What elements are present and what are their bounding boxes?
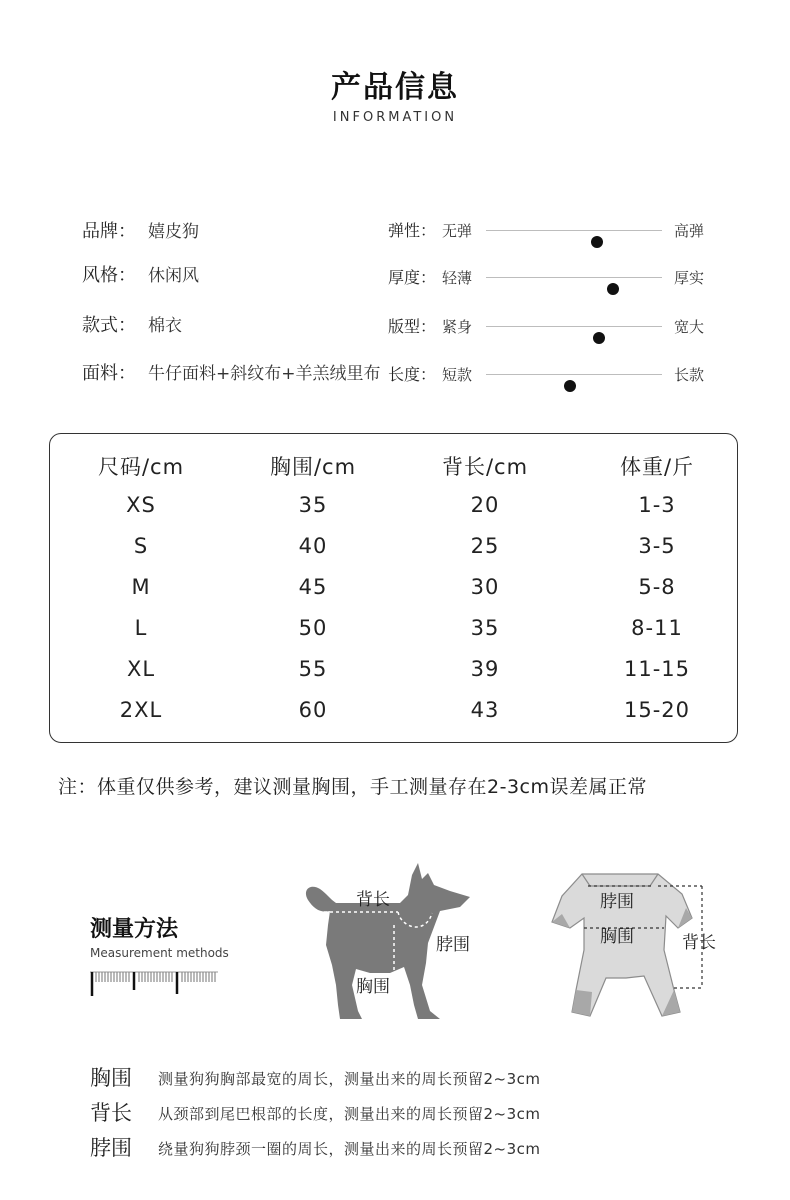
size-cell: S bbox=[133, 534, 149, 558]
garment-chest-label: 胸围 bbox=[600, 927, 634, 947]
slider-label: 弹性： bbox=[388, 221, 437, 240]
ruler-icon bbox=[90, 968, 218, 996]
info-key: 品牌： bbox=[82, 221, 136, 242]
measurement-title: 测量方法 bbox=[90, 917, 179, 942]
slider-indicator bbox=[593, 332, 605, 344]
size-cell: 35 bbox=[470, 616, 500, 640]
size-cell: 55 bbox=[298, 657, 328, 681]
size-cell: 40 bbox=[298, 534, 328, 558]
slider-track bbox=[486, 374, 662, 375]
size-cell: XL bbox=[126, 657, 156, 681]
slider-low-label: 轻薄 bbox=[442, 269, 473, 287]
info-value: 休闲风 bbox=[148, 266, 199, 286]
slider-track bbox=[486, 326, 662, 327]
info-key: 风格： bbox=[82, 265, 136, 286]
slider-indicator bbox=[607, 283, 619, 295]
slider-thickness bbox=[388, 266, 728, 290]
size-cell: 50 bbox=[298, 616, 328, 640]
slider-high-label: 长款 bbox=[674, 366, 705, 384]
garment-neck-label: 脖围 bbox=[600, 892, 634, 912]
definition-text: 绕量狗狗脖颈一圈的周长，测量出来的周长预留2~3cm bbox=[158, 1140, 541, 1158]
size-header-cell: 胸围/cm bbox=[269, 455, 357, 479]
slider-track bbox=[486, 277, 662, 278]
size-cell: 20 bbox=[470, 493, 500, 517]
size-header-cell: 背长/cm bbox=[441, 455, 529, 479]
size-cell: 1-3 bbox=[638, 493, 676, 517]
slider-high-label: 宽大 bbox=[674, 318, 705, 336]
size-cell: 8-11 bbox=[631, 616, 683, 640]
size-cell: 25 bbox=[470, 534, 500, 558]
size-cell: 43 bbox=[470, 698, 500, 722]
size-cell: XS bbox=[126, 493, 156, 517]
dog-back-label: 背长 bbox=[356, 890, 390, 910]
definition-text: 从颈部到尾巴根部的长度，测量出来的周长预留2~3cm bbox=[158, 1105, 541, 1123]
slider-elasticity bbox=[388, 219, 728, 243]
slider-track bbox=[486, 230, 662, 231]
size-header-cell: 体重/斤 bbox=[619, 455, 695, 479]
dog-neck-label: 脖围 bbox=[436, 935, 470, 955]
size-cell: 11-15 bbox=[623, 657, 691, 681]
size-cell: 15-20 bbox=[623, 698, 691, 722]
slider-low-label: 无弹 bbox=[442, 222, 473, 240]
info-value: 牛仔面料+斜纹布+羊羔绒里布 bbox=[148, 364, 381, 384]
definition-text: 测量狗狗胸部最宽的周长，测量出来的周长预留2~3cm bbox=[158, 1070, 541, 1088]
page-title: 产品信息 bbox=[331, 70, 459, 105]
slider-length bbox=[388, 363, 728, 387]
slider-low-label: 紧身 bbox=[442, 318, 473, 336]
measurement-subtitle: Measurement methods bbox=[90, 946, 229, 960]
dog-chest-label: 胸围 bbox=[356, 977, 390, 997]
slider-fit bbox=[388, 315, 728, 339]
slider-label: 版型： bbox=[388, 317, 437, 336]
info-key: 面料： bbox=[82, 363, 136, 384]
size-cell: 60 bbox=[298, 698, 328, 722]
slider-indicator bbox=[591, 236, 603, 248]
page-subtitle: INFORMATION bbox=[332, 110, 458, 125]
size-cell: 35 bbox=[298, 493, 328, 517]
size-cell: 2XL bbox=[119, 698, 163, 722]
size-table bbox=[49, 433, 738, 743]
slider-indicator bbox=[564, 380, 576, 392]
slider-label: 厚度： bbox=[388, 268, 437, 287]
definition-term: 胸围 bbox=[90, 1066, 132, 1090]
size-cell: 45 bbox=[298, 575, 328, 599]
garment-back-label: 背长 bbox=[682, 933, 716, 953]
info-key: 款式： bbox=[82, 315, 136, 336]
info-value: 嬉皮狗 bbox=[148, 222, 199, 242]
size-cell: M bbox=[131, 575, 151, 599]
size-cell: 3-5 bbox=[638, 534, 676, 558]
slider-low-label: 短款 bbox=[442, 366, 473, 384]
slider-high-label: 高弹 bbox=[674, 222, 705, 240]
size-cell: 39 bbox=[470, 657, 500, 681]
size-cell: 30 bbox=[470, 575, 500, 599]
info-value: 棉衣 bbox=[148, 316, 182, 336]
size-cell: 5-8 bbox=[638, 575, 676, 599]
slider-high-label: 厚实 bbox=[674, 269, 705, 287]
size-note: 注：体重仅供参考，建议测量胸围，手工测量存在2-3cm误差属正常 bbox=[58, 776, 647, 798]
size-header-cell: 尺码/cm bbox=[97, 455, 185, 479]
slider-label: 长度： bbox=[388, 365, 437, 384]
size-cell: L bbox=[134, 616, 148, 640]
definition-term: 背长 bbox=[90, 1101, 132, 1125]
definition-term: 脖围 bbox=[90, 1136, 132, 1160]
